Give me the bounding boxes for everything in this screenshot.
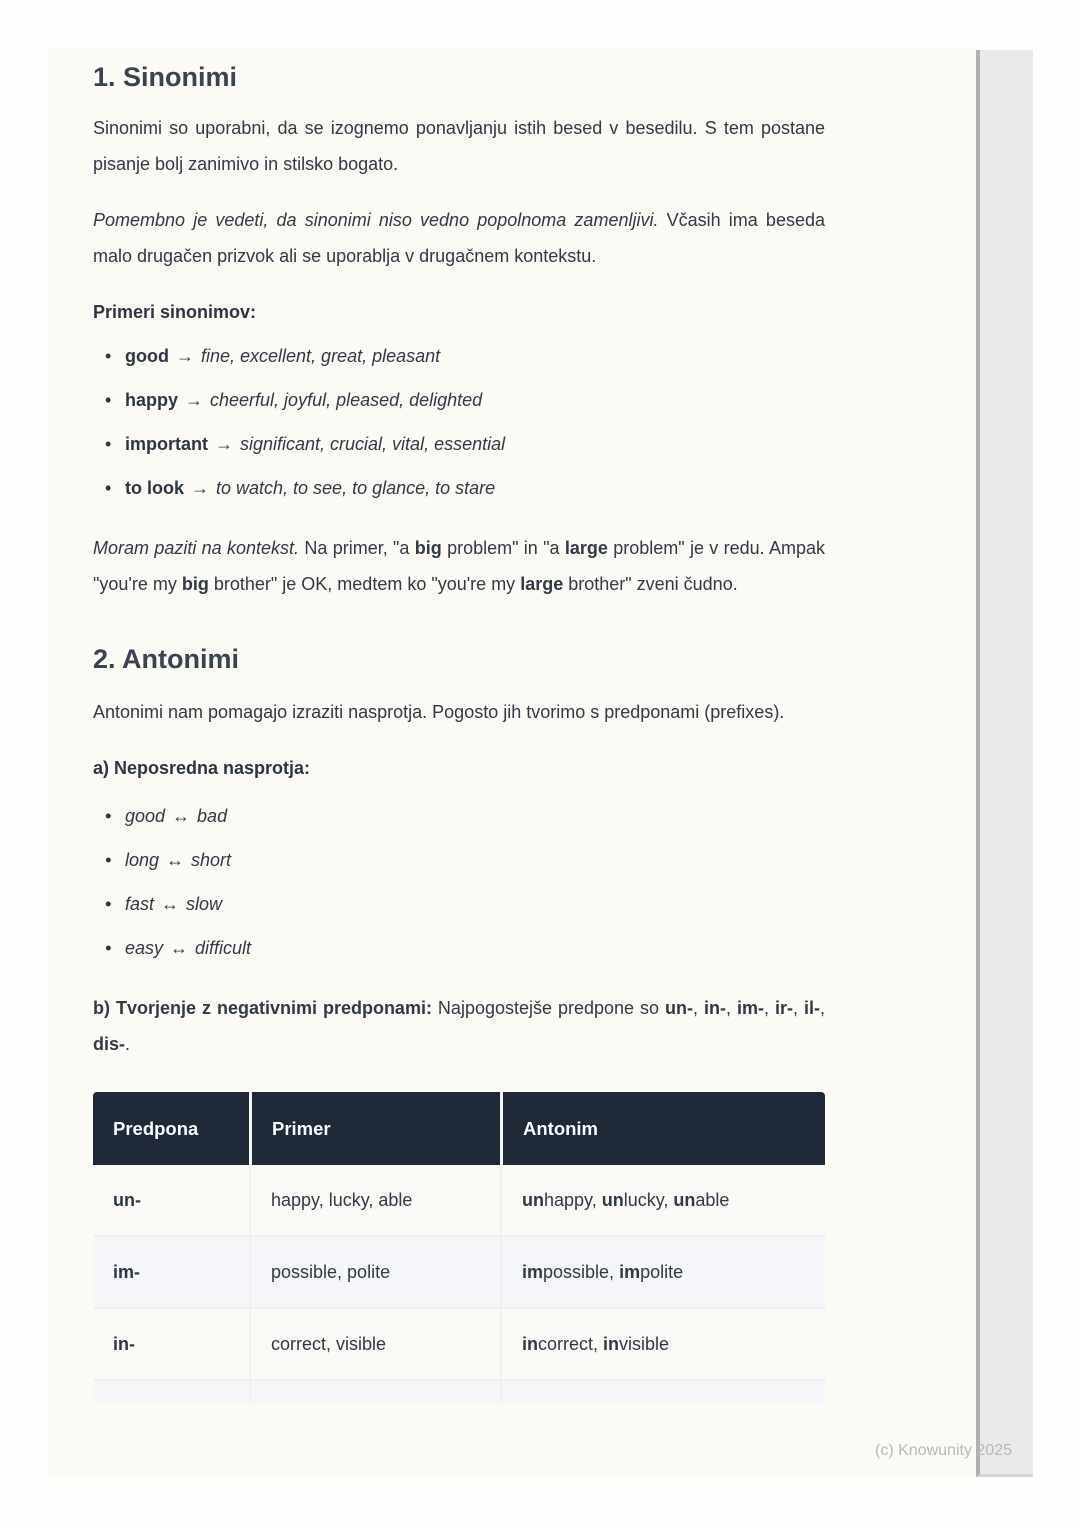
- antonym-item: [93, 886, 825, 922]
- synonym-values: significant, crucial, vital, essential: [240, 434, 506, 454]
- synonym-item: [93, 382, 825, 418]
- document-page: [48, 48, 976, 1477]
- antonym-right: difficult: [195, 938, 252, 958]
- cell-prefix: in-: [93, 1309, 249, 1381]
- cell-antonim: unhappy, unlucky, unable: [500, 1165, 825, 1237]
- paragraph-context: Moram paziti na kontekst. Na primer, "a big problem" in "a large problem" je v redu. Ampak "you're my big brother" je OK, medtem ko "you're my large brother" zveni čudno.: [93, 538, 825, 594]
- right-arrow-icon: →: [215, 434, 233, 454]
- section-heading-sinonimi: 1. Sinonimi: [93, 62, 238, 92]
- table-header-predpona: Predpona: [93, 1092, 249, 1165]
- table-row: [93, 1309, 825, 1381]
- double-arrow-icon: ↔: [161, 894, 180, 914]
- cell-primer: happy, lucky, able: [249, 1165, 500, 1237]
- section-heading-antonimi: 2. Antonimi: [93, 644, 239, 674]
- antonym-item: [93, 930, 825, 966]
- label-primeri-sinonimov: Primeri sinonimov:: [93, 302, 257, 322]
- cell-prefix: im-: [93, 1237, 249, 1309]
- cell-primer: possible, polite: [249, 1237, 500, 1309]
- table-header-antonim: Antonim: [500, 1092, 825, 1165]
- antonym-item: [93, 842, 825, 878]
- antonym-right: slow: [186, 894, 223, 914]
- synonym-item: [93, 426, 825, 462]
- synonym-word: to look: [125, 478, 184, 498]
- table-header-primer: Primer: [249, 1092, 500, 1165]
- right-arrow-icon: →: [185, 390, 204, 410]
- right-arrow-icon: →: [175, 346, 194, 366]
- table-row: [93, 1237, 825, 1309]
- antonym-left: good: [125, 806, 166, 826]
- synonym-values: to watch, to see, to glance, to stare: [216, 478, 496, 498]
- right-arrow-icon: →: [191, 478, 209, 498]
- table-row: [93, 1165, 825, 1237]
- paragraph-prefixes: b) Tvorjenje z negativnimi predponami: Najpogostejše predpone so un-, in-, im-, ir-, il-, dis-.: [93, 998, 825, 1054]
- synonym-word: good: [125, 346, 169, 366]
- synonym-item: [93, 338, 825, 374]
- antonym-item: [93, 798, 825, 834]
- paragraph-intro: Sinonimi so uporabni, da se izognemo ponavljanju istih besed v besedilu. S tem postane pisanje bolj zanimivo in stilsko bogato.: [93, 118, 825, 174]
- label-neposredna-nasprotja: a) Neposredna nasprotja:: [93, 758, 311, 778]
- table-header-row: [93, 1092, 825, 1165]
- antonym-right: bad: [197, 806, 228, 826]
- cell-antonim: impossible, impolite: [500, 1237, 825, 1309]
- watermark: (c) Knowunity 2025: [875, 1442, 1012, 1459]
- synonym-list: [93, 338, 825, 506]
- document-content: [48, 48, 976, 1403]
- cell-prefix: un-: [93, 1165, 249, 1237]
- synonym-word: important: [125, 434, 208, 454]
- paragraph-note: Pomembno je vedeti, da sinonimi niso vedno popolnoma zamenljivi. Včasih ima beseda malo drugačen prizvok ali se uporablja v drugačnem kontekstu.: [93, 210, 825, 266]
- table-row-partial: [93, 1381, 825, 1403]
- scrollbar[interactable]: [976, 50, 1033, 1477]
- antonym-left: fast: [125, 894, 155, 914]
- cell-primer: correct, visible: [249, 1309, 500, 1381]
- double-arrow-icon: ↔: [172, 806, 191, 826]
- antonym-list: [93, 798, 825, 966]
- double-arrow-icon: ↔: [166, 850, 185, 870]
- cell-antonim: incorrect, invisible: [500, 1309, 825, 1381]
- antonym-left: easy: [125, 938, 164, 958]
- antonym-right: short: [191, 850, 232, 870]
- antonym-left: long: [125, 850, 160, 870]
- double-arrow-icon: ↔: [170, 938, 189, 958]
- synonym-values: fine, excellent, great, pleasant: [200, 346, 441, 366]
- synonym-word: happy: [125, 390, 179, 410]
- prefix-table: [93, 1092, 825, 1403]
- synonym-item: [93, 470, 825, 506]
- paragraph-antonyms: Antonimi nam pomagajo izraziti nasprotja. Pogosto jih tvorimo s predponami (prefixes).: [93, 702, 785, 722]
- synonym-values: cheerful, joyful, pleased, delighted: [210, 390, 483, 410]
